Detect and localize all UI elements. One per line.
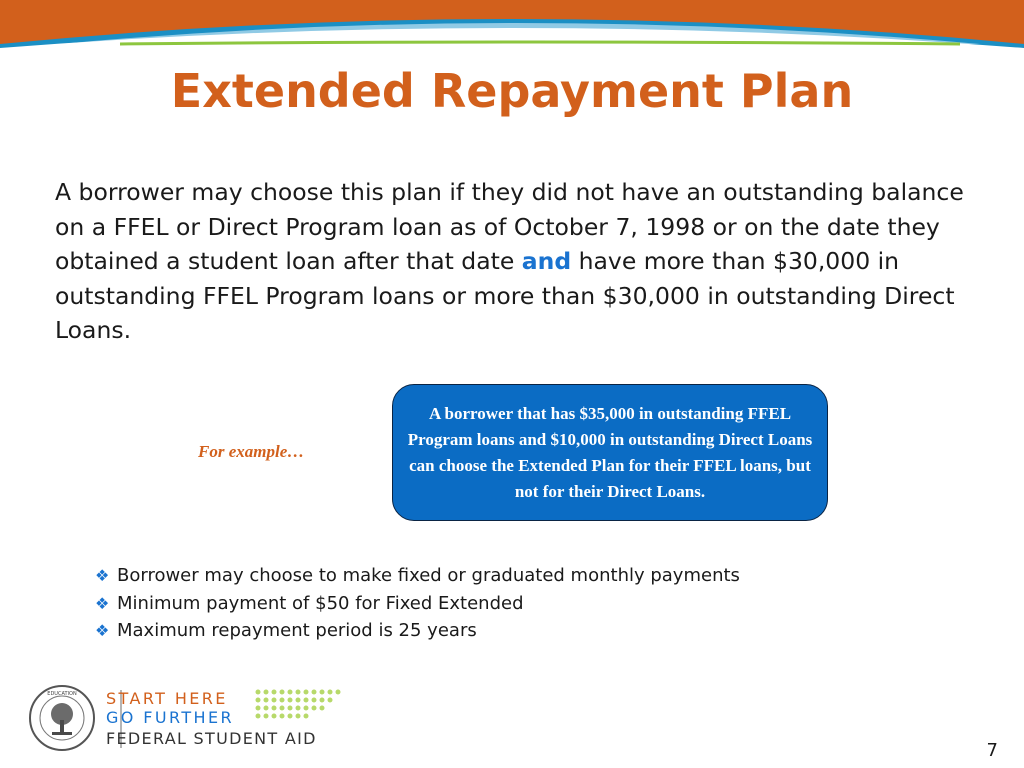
bullet-item [95, 617, 740, 645]
body-text-start: A borrower may choose this plan if they did not have an outstanding balance on a FFEL or Direct Program loan as of October 7, 1998 or on the date they obtained a student loan after that date [55, 178, 964, 275]
example-callout-box [392, 384, 828, 521]
page-number: 7 [986, 740, 998, 761]
example-label: For example… [198, 442, 305, 461]
diamond-bullet-icon: ❖ [95, 621, 110, 640]
body-text-end: have more than $30,000 in outstanding FFEL Program loans or more than $30,000 in outstanding Direct Loans. [55, 247, 955, 344]
bullet-list [95, 562, 740, 645]
bullet-text: Borrower may choose to make fixed or graduated monthly payments [117, 565, 740, 586]
dot-pattern-icon [254, 688, 344, 728]
brand-line-go-further: GO FURTHER [106, 708, 234, 727]
bullet-text: Maximum repayment period is 25 years [117, 620, 477, 641]
federal-student-aid-logo [28, 684, 388, 754]
diamond-bullet-icon: ❖ [95, 593, 110, 613]
brand-line-start-here: START HERE [106, 689, 228, 708]
page-title: Extended Repayment Plan [170, 64, 854, 118]
bullet-item [95, 562, 740, 590]
bullet-item [95, 590, 740, 618]
diamond-bullet-icon: ❖ [95, 566, 110, 585]
svg-text:EDUCATION: EDUCATION [47, 691, 77, 697]
brand-line-federal-student-aid: FEDERAL STUDENT AID [106, 729, 317, 748]
bullet-text: Minimum payment of $50 for Fixed Extended [117, 592, 524, 614]
top-banner [0, 0, 1024, 60]
callout-text: A borrower that has $35,000 in outstanding FFEL Program loans and $10,000 in outstanding Direct Loans can choose the Extended Plan for their FFEL loans, but not for their Direct Loans. [407, 403, 813, 501]
department-of-education-seal-icon [28, 684, 96, 752]
emphasis-and: and [521, 247, 572, 275]
eligibility-paragraph [55, 175, 995, 348]
